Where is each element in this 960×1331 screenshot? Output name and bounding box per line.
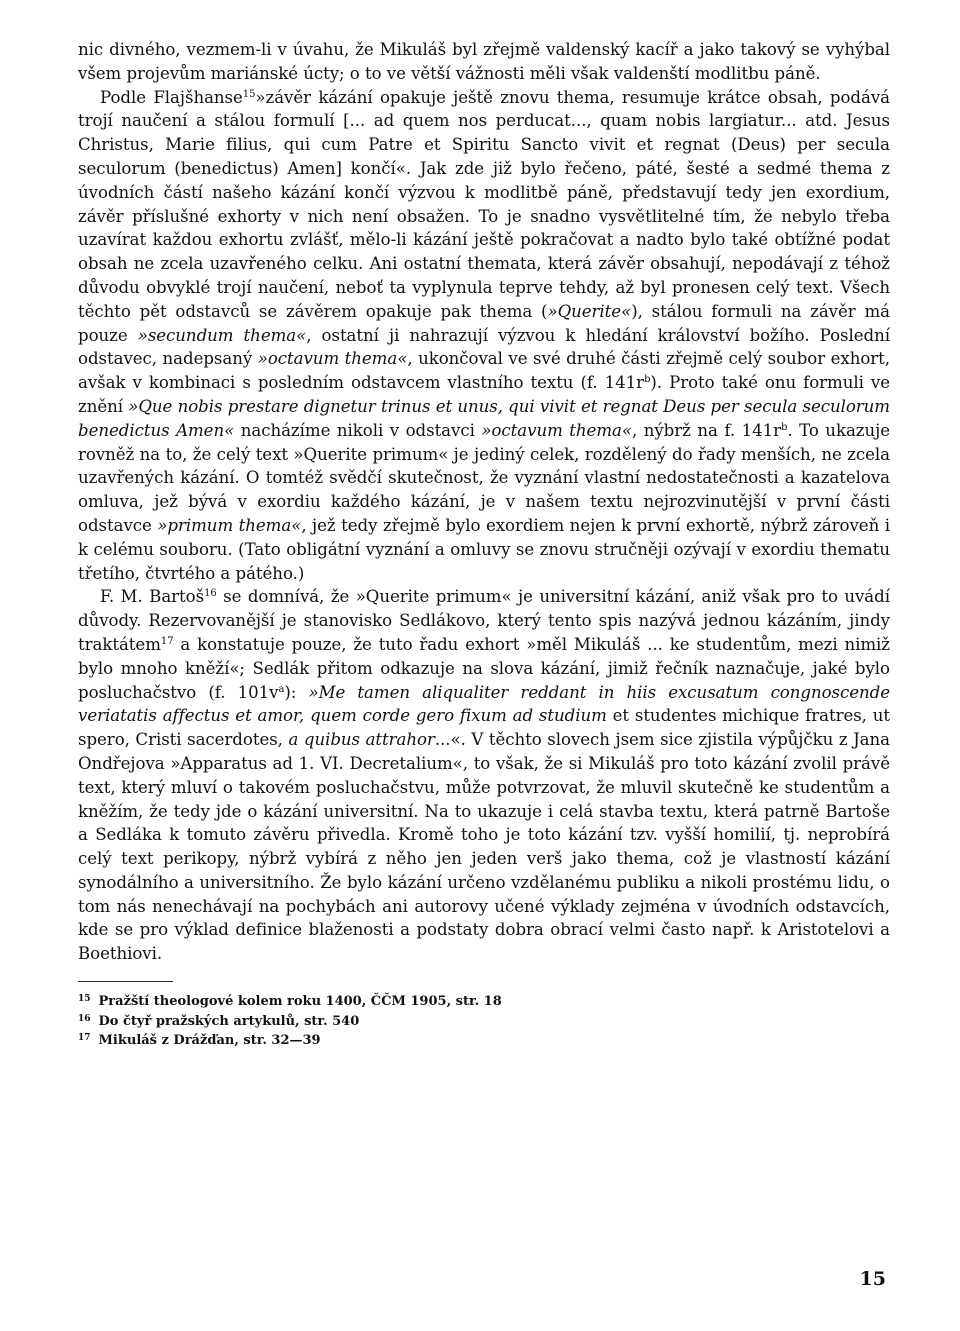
footnotes	[78, 992, 890, 1051]
text-run: , ukončoval ve své druhé části zřejmě celý soubor exhort, avšak v kombinaci s posledním odstavcem vlastního textu (f. 141r	[78, 349, 890, 393]
text-run: nacházíme nikoli v odstavci	[234, 420, 482, 440]
italic-text: »primum thema«	[157, 515, 302, 535]
footnote-text: Mikuláš z Drážďan, str. 32—39	[98, 1033, 321, 1049]
paragraph-1	[78, 38, 890, 86]
text-run: , ostatní ji nahrazují výzvou k hledání království božího. Poslední odstavec, nadepsaný	[78, 325, 890, 369]
body-text	[78, 38, 890, 966]
superscript-ref: 17	[160, 635, 174, 647]
italic-text: »secundum thema«	[137, 325, 307, 345]
text-run: ):	[284, 682, 309, 702]
italic-text: »Que nobis prestare dignetur trinus et unus, qui vivit et regnat Deus per secula seculorum benedictus Amen«	[78, 396, 890, 440]
text-run: ...«. V těchto slovech jsem sice zjistila výpůjčku z Jana Ondřejova »Apparatus ad 1. VI. Decretalium«, to však, že si Mikuláš pro toto kázání zvolil právě text, který mluví o takovém posluchačstvu, může potvrzovat, že mluvil skutečně ke studentům a kněžím, že tedy jde o kázání universitní. Na to ukazuje i celá stavba textu, která patrně Bartoše a Sedláka k tomuto závěru přivedla. Kromě toho je toto kázání tzv. vyšší homilií, tj. neprobírá celý text perikopy, nýbrž vybírá z něho jen jeden verš jako thema, což je vlastností kázání synodálního a universitního. Že bylo kázání určeno vzdělanému publiku a nikoli prostému lidu, o tom nás nenechávají na pochybách ani autorovy učené výklady zejména v úvodních odstavcích, kde se pro výklad definice blaženosti a podstaty dobra obrací velmi často např. k Aristotelovi a Boethiovi.	[78, 730, 890, 964]
text-run: , jež tedy zřejmě bylo exordiem nejen k první exhortě, nýbrž zároveň i k celému souboru. (Tato obligátní vyznání a omluvy se znovu stručněji ozývají v exordiu thematu třetího, čtvrtého a pátého.)	[78, 515, 890, 583]
text-run: F. M. Bartoš	[100, 587, 205, 607]
paragraph-2	[78, 86, 890, 586]
footnote-17	[78, 1031, 890, 1051]
text-run: se domnívá, že »Querite primum« je universitní kázání, aniž však pro to uvádí důvody. Rezervovanější je stanovisko Sedlákovo, který tento spis nazývá jednou kázáním, jindy traktátem	[78, 587, 890, 654]
paragraph-3	[78, 585, 890, 966]
page-content	[78, 38, 890, 1051]
text-run: . To ukazuje rovněž na to, že celý text »Querite primum« je jediný celek, rozdělený do řady menších, ne zcela uzavřených kázání. O tomtéž svědčí skutečnost, že vyznání vlastní nedostatečnosti a kazatelova omluva, jež bývá v exordiu každého kázání, je v našem textu nejrozvinutější v první části odstavce	[78, 420, 890, 535]
superscript-ref: 15	[242, 88, 256, 100]
footnote-number: 17	[78, 1033, 91, 1044]
superscript-ref: a	[278, 683, 285, 695]
footnote-number: 16	[78, 1013, 91, 1024]
text-run: ), stálou formuli na závěr má pouze	[78, 301, 890, 345]
text-run: »závěr kázání opakuje ještě znovu thema, resumuje krátce obsah, podává trojí naučení a stálou formulí [... ad quem nos perducat..., quam nobis largiatur... atd. Jesus Christus, Marie filius, qui cum Patre et Spiritu Sancto vivit et regnat (Deus) per secula seculorum (benedictus) Amen] končí«. Jak zde již bylo řečeno, páté, šesté a sedmé thema z úvodních částí našeho kázání končí výzvou k modlitbě páně, představují tedy jen exordium, závěr příslušné exhorty v nich není obsažen. To je snadno vysvětlitelné tím, že nebylo třeba uzavírat každou exhortu zvlášť, mělo-li kázání ještě pokračovat a nadto bylo také obtížné podat obsah ne zcela uzavřeného celku. Ani ostatní themata, která závěr obsahují, nepodávají z téhož důvodu obvyklé trojí naučení, neboť ta vyplynula teprve tehdy, až byl pronesen celý text. Všech těchto pět odstavců se závěrem opakuje pak thema (	[78, 87, 890, 321]
text-run: et studentes michique fratres, ut spero, Cristi sacerdotes,	[78, 706, 890, 750]
italic-text: »octavum thema«	[257, 349, 408, 369]
superscript-ref: b	[781, 421, 788, 433]
italic-text: »Me tamen aliqualiter reddant in hiis excusatum congnoscende veriatatis affectus et amor, quem corde gero fixum ad studium	[78, 682, 890, 726]
text-run: a konstatuje pouze, že tuto řadu exhort »měl Mikuláš ... ke studentům, mezi nimiž bylo mnoho kněží«; Sedlák přitom odkazuje na slova kázání, jimiž řečník naznačuje, jaké bylo posluchačstvo (f. 101v	[78, 634, 890, 702]
superscript-ref: b	[644, 374, 651, 386]
text-run: , nýbrž na f. 141r	[631, 420, 781, 440]
page-number: 15	[859, 1268, 886, 1290]
text-run: nic divného, vezmem-li v úvahu, že Mikuláš byl zřejmě valdenský kacíř a jako takový se vyhýbal všem projevům mariánské úcty; o to ve větší vážnosti měli však valdenští modlitbu páně.	[78, 40, 890, 83]
footnote-15	[78, 992, 890, 1012]
footnote-16	[78, 1012, 890, 1032]
footnote-text: Do čtyř pražských artykulů, str. 540	[98, 1013, 360, 1029]
superscript-ref: 16	[204, 588, 217, 600]
text-run: Podle Flajšhanse	[100, 87, 243, 107]
footnote-number: 15	[78, 994, 91, 1005]
footnote-separator	[78, 981, 173, 982]
italic-text: a quibus attrahor	[288, 730, 435, 750]
text-run: ). Proto také onu formuli ve znění	[78, 373, 890, 416]
footnote-text: Pražští theologové kolem roku 1400, ČČM 1905, str. 18	[98, 994, 502, 1010]
italic-text: »octavum thema«	[481, 420, 632, 440]
italic-text: »Querite«	[547, 301, 632, 321]
